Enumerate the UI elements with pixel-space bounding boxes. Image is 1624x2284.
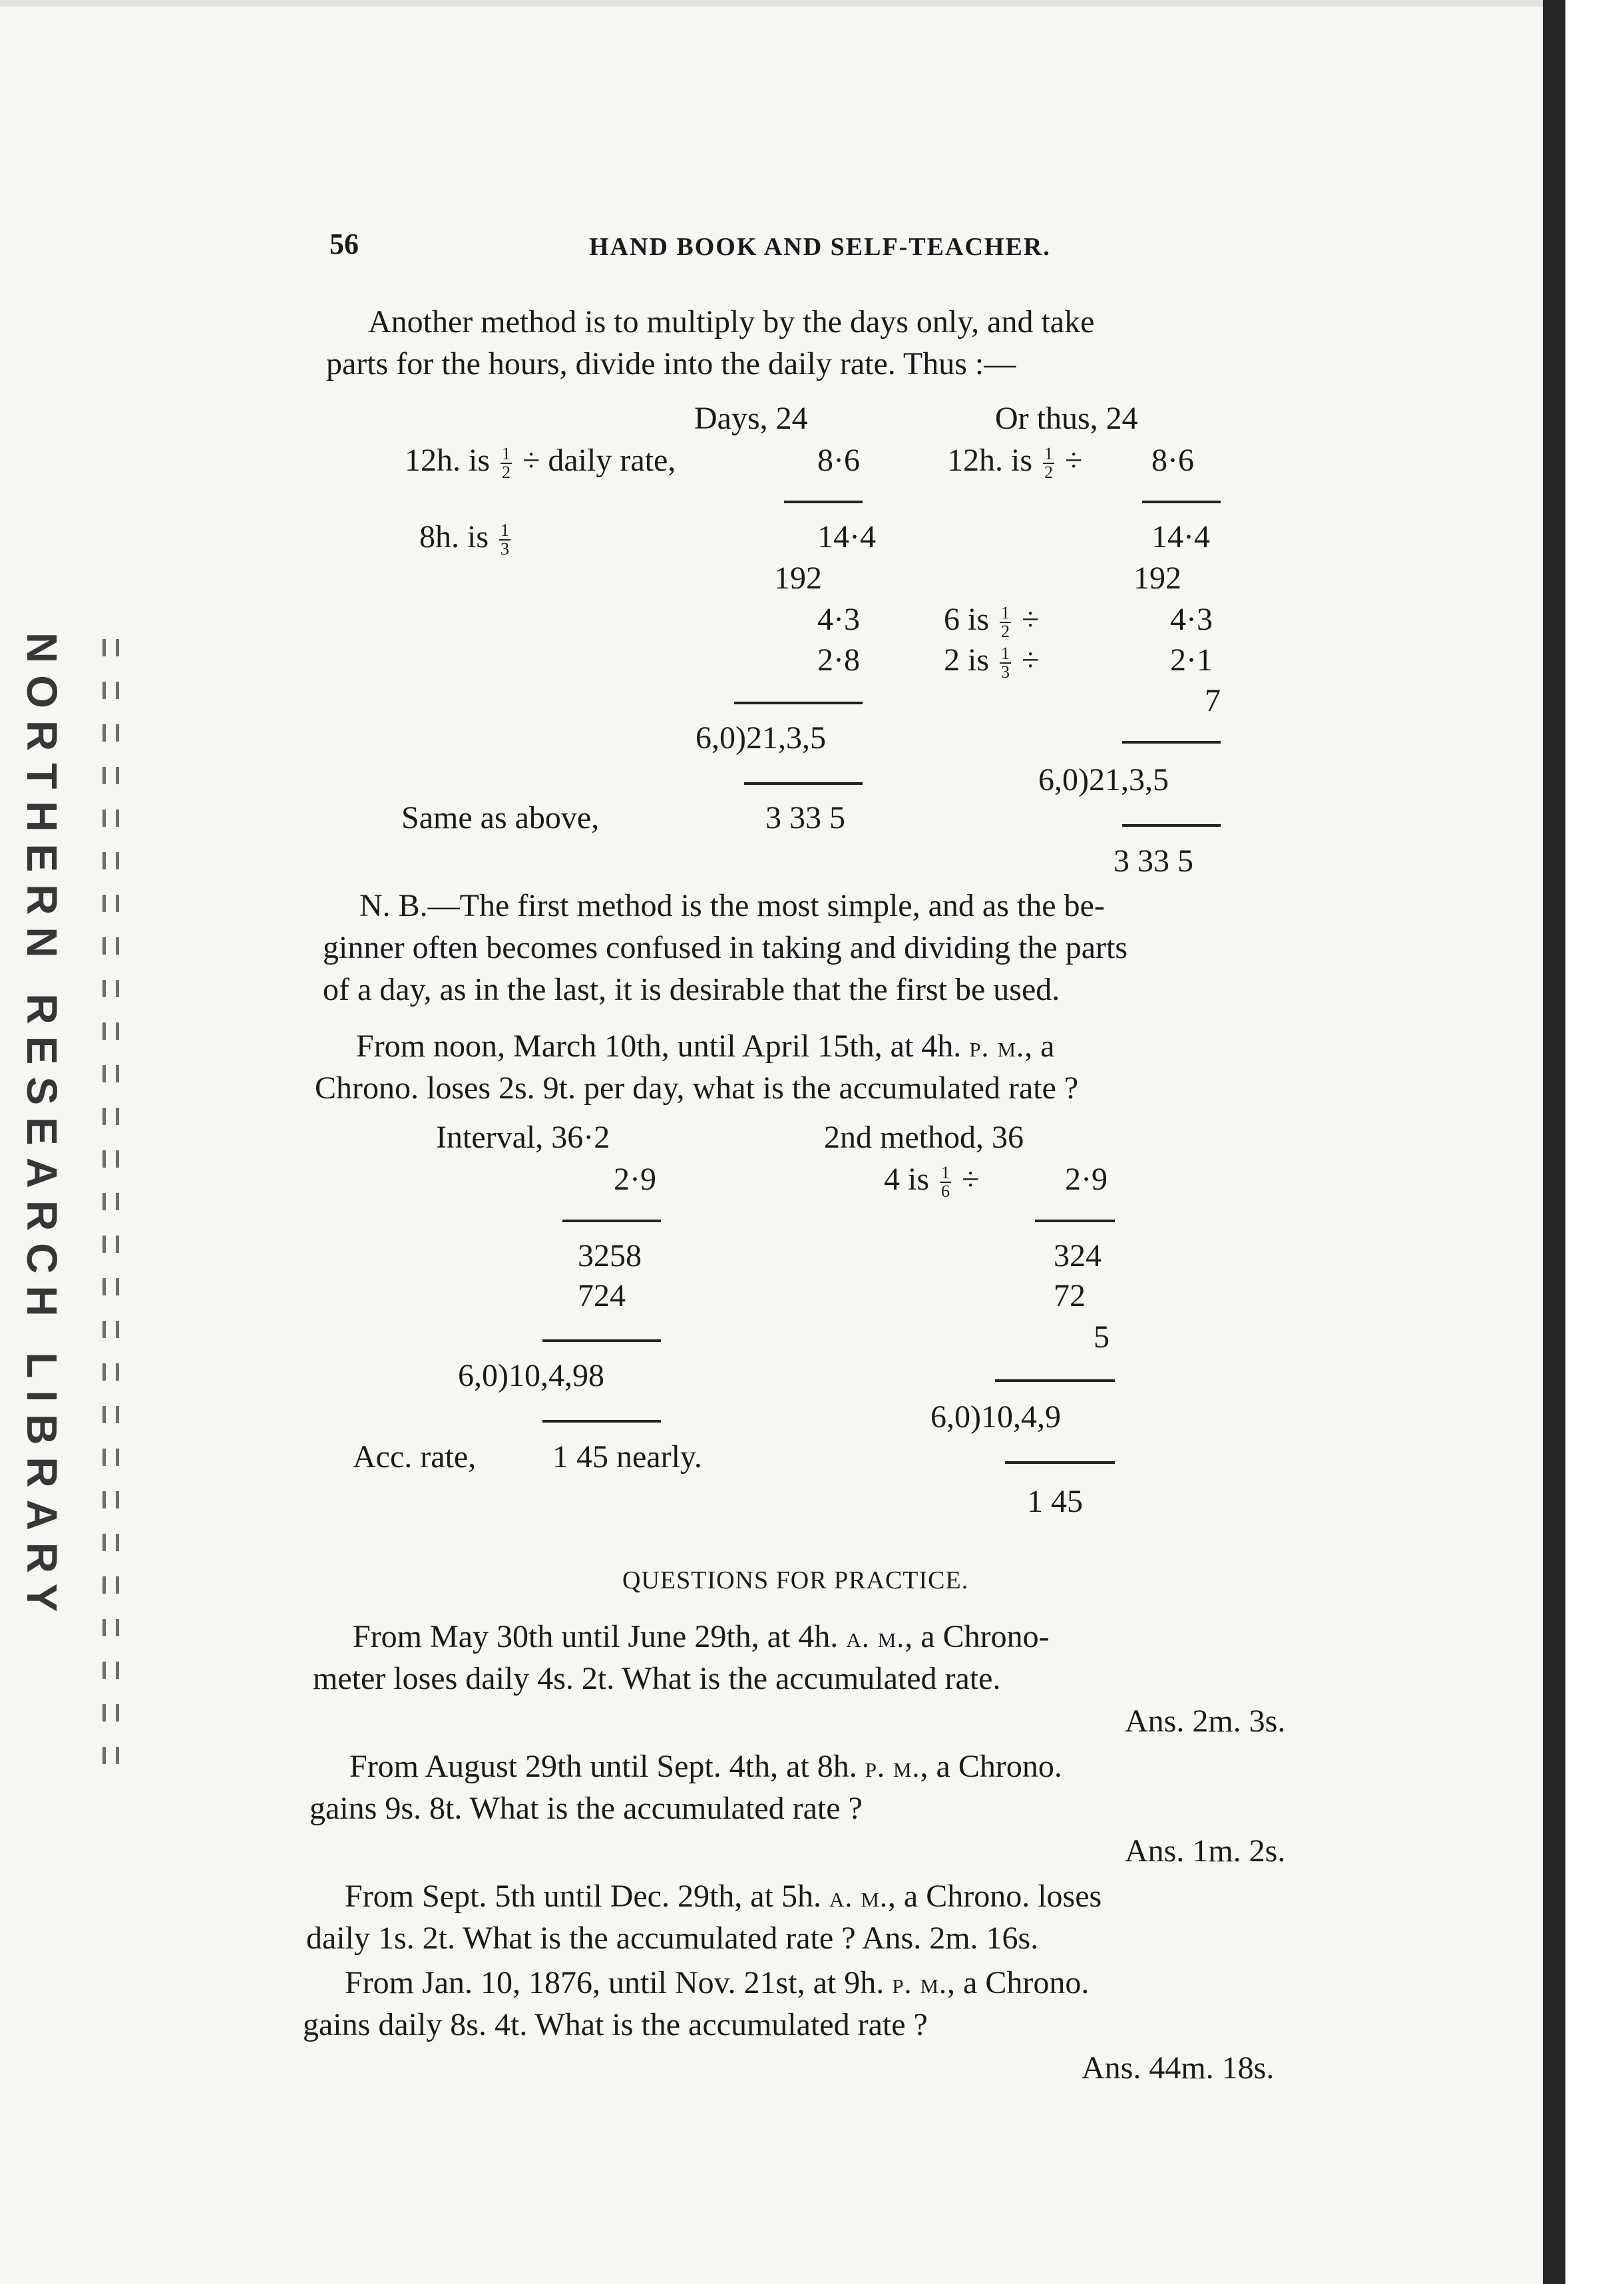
ex1-left-rule-1 (784, 501, 863, 503)
ex1-left-row1-value: 8·6 (817, 443, 860, 478)
ex1-right-row1-value: 8·6 (1151, 443, 1194, 478)
nb-line-3: of a day, as in the last, it is desirable that the first be used. (323, 972, 1060, 1007)
stamp-dots-right (112, 639, 122, 1797)
ex1-left-row1-label: 12h. is $\frac{1}{2}$ ÷ daily rate, (405, 443, 676, 482)
ex1-right-v3: 4·3 (1170, 602, 1213, 637)
ex2-right-head: 2nd method, 36 (824, 1120, 1024, 1155)
ex1-right-row1-label: 12h. is $\frac{1}{2}$ ÷ (947, 443, 1083, 482)
library-stamp: NORTHERN RESEARCH LIBRARY (18, 632, 66, 1624)
q1-line-1: From May 30th until June 29th, at 4h. a. m., a Chrono- (353, 1619, 1050, 1654)
ex2-right-rule-3 (1005, 1461, 1115, 1464)
ex1-right-v5: 7 (1205, 683, 1221, 718)
ex1-right-row4-label: 2 is $\frac{1}{3}$ ÷ (944, 642, 1040, 682)
stamp-dots-left (99, 639, 109, 1797)
page-number: 56 (329, 228, 359, 260)
q3-line-2: daily 1s. 2t. What is the accumulated rate ? Ans. 2m. 16s. (306, 1921, 1039, 1956)
ex2-left-head: Interval, 36·2 (436, 1120, 610, 1155)
ex2-left-rule-2 (542, 1339, 661, 1342)
ex2-right-v1: 324 (1054, 1238, 1102, 1273)
intro-line-2: parts for the hours, divide into the daily rate. Thus :— (326, 346, 1016, 381)
ex1-left-v4: 2·8 (817, 642, 860, 678)
ex1-left-result: 3 33 5 (765, 800, 845, 835)
q4-line-2: gains daily 8s. 4t. What is the accumulated rate ? (303, 2007, 928, 2042)
q1-line-2: meter loses daily 4s. 2t. What is the accumulated rate. (313, 1661, 1001, 1696)
ex2-left-division: 6,0)10,4,98 (458, 1358, 604, 1393)
problem-line-1: From noon, March 10th, until April 15th, at 4h. p. m., a (356, 1028, 1055, 1064)
q2-line-1: From August 29th until Sept. 4th, at 8h. p. m., a Chrono. (349, 1749, 1062, 1784)
ex1-right-rule-3 (1122, 824, 1221, 827)
fraction-half: $\frac{1}{2}$ (502, 443, 511, 482)
intro-line-1: Another method is to multiply by the days only, and take (368, 304, 1095, 340)
ex2-left-rule-3 (542, 1420, 661, 1423)
ex2-left-rule-1 (562, 1220, 661, 1222)
ex1-left-rule-3 (744, 782, 863, 785)
ex2-left-result: 1 45 nearly. (552, 1439, 702, 1475)
ex1-left-head: Days, 24 (694, 401, 808, 436)
ex1-right-result: 3 33 5 (1114, 843, 1193, 879)
ex2-left-v1: 3258 (578, 1238, 642, 1273)
ex2-left-v2: 724 (578, 1278, 626, 1313)
ex1-right-v2: 192 (1133, 561, 1181, 596)
ex1-left-division: 6,0)21,3,5 (696, 720, 826, 756)
running-header: HAND BOOK AND SELF-TEACHER. (589, 233, 1051, 261)
page-edge-margin (1565, 0, 1624, 2284)
ex1-right-v1: 14·4 (1151, 519, 1210, 555)
top-shadow (0, 0, 1543, 7)
questions-title: QUESTIONS FOR PRACTICE. (622, 1566, 969, 1594)
ex1-left-result-label: Same as above, (401, 800, 600, 835)
ex2-right-v3: 5 (1094, 1319, 1110, 1355)
ex2-right-v2: 72 (1054, 1278, 1086, 1313)
fraction-sixth: $\frac{1}{6}$ (941, 1162, 950, 1201)
ex1-right-head: Or thus, 24 (995, 401, 1138, 436)
nb-line-2: ginner often becomes confused in taking and dividing the parts (323, 930, 1128, 965)
ex2-right-mult: 2·9 (1065, 1162, 1108, 1197)
ex2-right-rule-1 (1035, 1220, 1115, 1222)
q2-answer: Ans. 1m. 2s. (1125, 1833, 1286, 1869)
q2-line-2: gains 9s. 8t. What is the accumulated rate ? (309, 1791, 863, 1826)
problem-line-2: Chrono. loses 2s. 9t. per day, what is the accumulated rate ? (315, 1070, 1079, 1106)
q4-answer: Ans. 44m. 18s. (1082, 2050, 1275, 2086)
ex2-right-result: 1 45 (1027, 1484, 1083, 1519)
ex2-left-mult: 2·9 (614, 1162, 656, 1197)
nb-line-1: N. B.—The first method is the most simple, and as the be- (359, 888, 1105, 923)
ex1-left-v3: 4·3 (817, 602, 860, 637)
ex1-right-row3-label: 6 is $\frac{1}{2}$ ÷ (944, 602, 1040, 641)
ex1-right-rule-1 (1142, 501, 1221, 503)
q3-line-1: From Sept. 5th until Dec. 29th, at 5h. a. m., a Chrono. loses (345, 1879, 1102, 1914)
ex1-left-v1: 14·4 (817, 519, 876, 555)
q1-answer: Ans. 2m. 3s. (1125, 1704, 1286, 1739)
ex1-left-rule-2 (734, 702, 863, 704)
ex2-right-division: 6,0)10,4,9 (930, 1399, 1061, 1435)
ex2-right-row1-label: 4 is $\frac{1}{6}$ ÷ (884, 1162, 980, 1201)
ex1-right-division: 6,0)21,3,5 (1038, 762, 1169, 798)
ex1-right-v4: 2·1 (1170, 642, 1213, 678)
ex1-left-row2-label: 8h. is $\frac{1}{3}$ (419, 519, 510, 559)
ex1-left-v2: 192 (774, 561, 822, 596)
ex2-right-rule-2 (995, 1379, 1115, 1382)
ex1-right-rule-2 (1122, 741, 1221, 744)
fraction-third: $\frac{1}{3}$ (501, 520, 510, 559)
ex2-left-result-label: Acc. rate, (353, 1439, 477, 1475)
page-edge-shadow (1543, 0, 1565, 2284)
q4-line-1: From Jan. 10, 1876, until Nov. 21st, at 9h. p. m., a Chrono. (345, 1965, 1090, 2000)
